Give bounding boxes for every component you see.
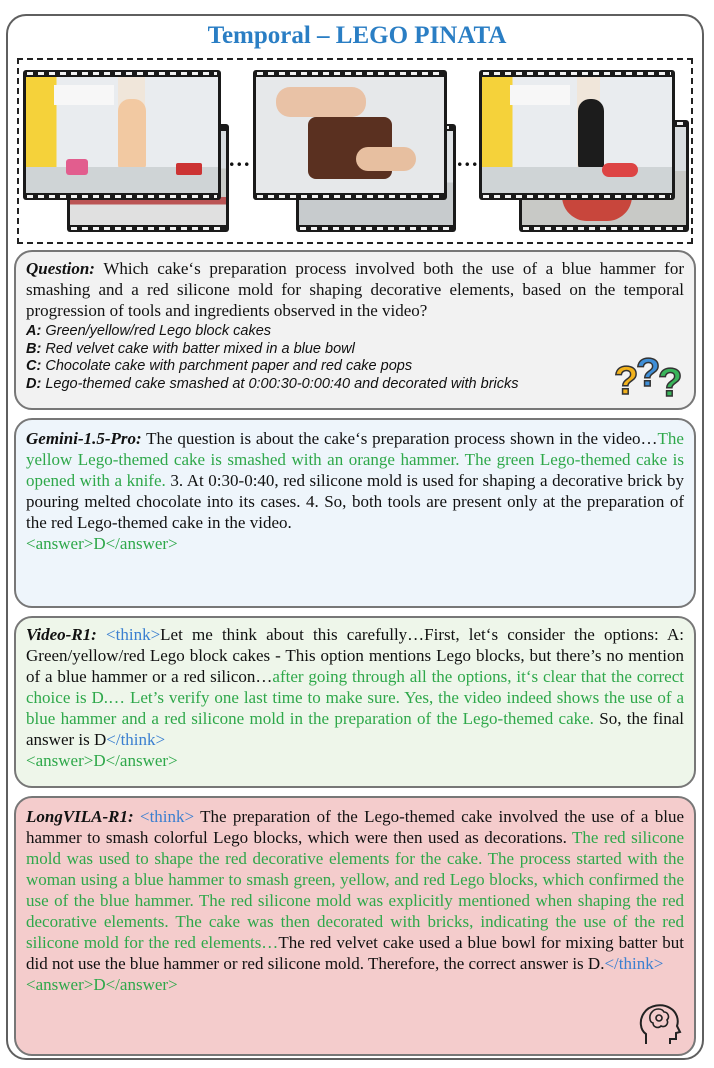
question-card — [14, 250, 696, 410]
question-label: Question: — [26, 259, 95, 278]
longvila-label: LongVILA-R1: — [26, 807, 134, 826]
brain-gear-icon — [636, 998, 684, 1048]
option-c: C: Chocolate cake with parchment paper and red cake pops — [26, 358, 413, 374]
svg-text:?: ? — [636, 352, 661, 395]
gemini-label: Gemini-1.5-Pro: — [26, 429, 142, 448]
longvila-green-text: The red silicone mold was used to shape the red decorative elements for the cake. The process started with the woman using a blue hammer to smash green, yellow, and red Lego blocks, which confirmed the use of the blue hammer. The red silicone mold was explicitly mentioned when shaping the red decorative elements. The cake was then decorated with bricks, indicating the use of the red silicone mold for the red elements… — [26, 828, 684, 952]
videor1-label: Video-R1: — [26, 625, 97, 644]
video-frame-front — [479, 70, 675, 200]
frames-ellipsis-2: ... — [457, 146, 480, 171]
longvila-text-1: The preparation of the Lego-themed cake involved the use of a blue hammer to smash colorful Lego blocks, which were then used as decorations. — [26, 807, 684, 847]
option-b: B: Red velvet cake with batter mixed in a blue bowl — [26, 340, 355, 357]
video-frame-front — [23, 70, 221, 200]
option-a: A: Green/yellow/red Lego block cakes — [26, 323, 272, 339]
longvila-text-2: The red velvet cake used a blue bowl for mixing batter but did not use the blue hammer or red silicone mold. Therefore, the correct answer is D. — [26, 933, 684, 973]
longvila-response-card — [14, 796, 696, 1056]
figure-title: Temporal – LEGO PINATA — [207, 22, 507, 49]
question-marks-icon — [614, 352, 686, 402]
svg-text:?: ? — [614, 359, 639, 402]
gemini-text-1: The question is about the cake‘s preparation process shown in the video… — [146, 429, 658, 448]
option-d: D: Lego-themed cake smashed at 0:00:30-0:00:40 and decorated with bricks — [26, 375, 519, 392]
videor1-green-text: after going through all the options, it‘s clear that the correct choice is D.… Let’s verify one last time to make sure. Yes, the video indeed shows the use of a blue hammer and a red silicone mold in the preparation of the Lego-themed cake. — [26, 667, 684, 728]
videor1-think-close: </think> — [106, 730, 166, 749]
gemini-answer: <answer>D</answer> — [26, 534, 178, 553]
longvila-think-open: <think> — [140, 807, 195, 826]
gemini-text-2: 3. At 0:30-0:40, red silicone mold is used for shaping a decorative brick by pouring melted chocolate into its cases. 4. So, both tools are present only at the preparation of the red Lego-themed cake in the video. — [26, 471, 684, 532]
gemini-green-text: The yellow Lego-themed cake is smashed with an orange hammer. The green Lego-themed cake is opened with a knife. — [26, 429, 684, 490]
question-options — [26, 323, 684, 393]
videor1-text-1: Let me think about this carefully…First, let‘s consider the options: A: Green/yellow/red Lego block cakes - This option mentions Lego blocks, but there’s no mention of a blue hammer or a red silicon… — [26, 625, 684, 686]
frames-ellipsis-1: ... — [229, 146, 252, 171]
videor1-answer: <answer>D</answer> — [26, 751, 178, 770]
gemini-response-card — [14, 418, 696, 608]
longvila-answer: <answer>D</answer> — [26, 975, 178, 994]
svg-text:?: ? — [658, 361, 683, 402]
video-frame-front — [253, 70, 447, 200]
videor1-text-2: So, the final answer is D — [26, 709, 684, 749]
question-text: Which cake‘s preparation process involved both the use of a blue hammer for smashing and a red silicone mold for shaping decorative elements, based on the temporal progression of tools and ingredients observed in the video? — [26, 259, 684, 320]
video-frames-panel — [17, 58, 693, 244]
longvila-think-close: </think> — [604, 954, 664, 973]
videor1-think-open: <think> — [106, 625, 161, 644]
videor1-response-card — [14, 616, 696, 788]
